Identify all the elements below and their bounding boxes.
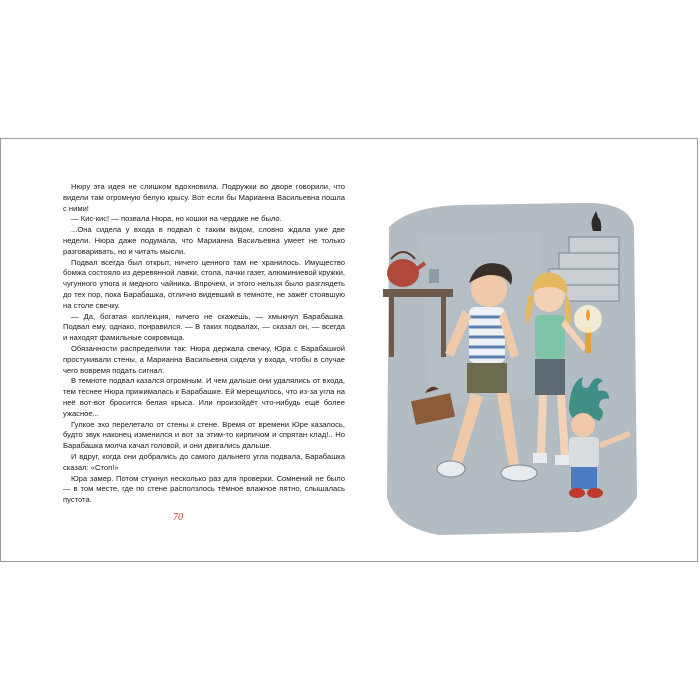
illustration xyxy=(379,197,647,537)
book-spread xyxy=(0,138,698,562)
paragraph: В темноте подвал казался огромным. И чем дальше они удалялись от входа, тем теснее Нюра прижималась к Барабашке. Ей мерещилось, что из-за угла на неё вот-вот бросится белая крыса. Или произойдёт что-нибудь ещё более ужасное... xyxy=(63,376,345,418)
page-text xyxy=(63,182,345,506)
paragraph: Обязанности распределили так: Нюра держала свечку, Юра с Барабашкой простукивали стены, а Марианна Васильевна сидела у входа, чтобы в случае чего вовремя подать сигнал. xyxy=(63,343,345,375)
illustration-image xyxy=(379,197,647,537)
paragraph: Гулкое эхо перелетало от стены к стене. Время от времени Юре казалось, будто звук наконец изменился и вот за этим-то кирпичом и спрятан клад!.. Но Барабашка молча качал головой, и они двигались дальше. xyxy=(63,419,345,451)
page-number: 70 xyxy=(173,512,183,523)
paragraph: Юра замер. Потом стукнул несколько раз для проверки. Сомнений не было — в том месте, где по стене расползлось тёмное влажное пятно, слышалась пустота. xyxy=(63,473,345,505)
paragraph: И вдруг, когда они добрались до самого дальнего угла подвала, Барабашка сказал: «Стоп!» xyxy=(63,451,345,472)
paragraph: — Кис-кис! — позвала Нюра, но кошки на чердаке не было. xyxy=(71,214,282,224)
paragraph: Нюру эта идея не слишком вдохновила. Подружки во дворе говорили, что видели там огромную белую крысу. Вот если бы Марианна Васильевна пошла с ними! xyxy=(63,182,345,213)
paragraph: ...Она сидела у входа в подвал с таким видом, словно ждала уже две недели. Нюра даже подумала, что Марианна Васильевна умеет не только разговаривать, но и читать мысли. xyxy=(63,225,345,256)
paragraph: Подвал всегда был открыт, ничего ценного там не хранилось. Имущество бомжа состояло из деревянной лавки, стола, пачки газет, алюминиевой кружки, чугунного утюга и медного чайника. Впрочем, и этого нельзя было разглядеть до тех пор, пока Барабашка, отлично видевший в темноте, не зажёг стоявшую на столе свечку. xyxy=(63,257,346,310)
paragraph: — Да, богатая коллекция, ничего не скажешь, — хмыкнул Барабашка. Подвал ему, однако, понравился. — В таких подвалах, — сказал он, — всегда и находят фамильные сокровища. xyxy=(63,311,345,343)
